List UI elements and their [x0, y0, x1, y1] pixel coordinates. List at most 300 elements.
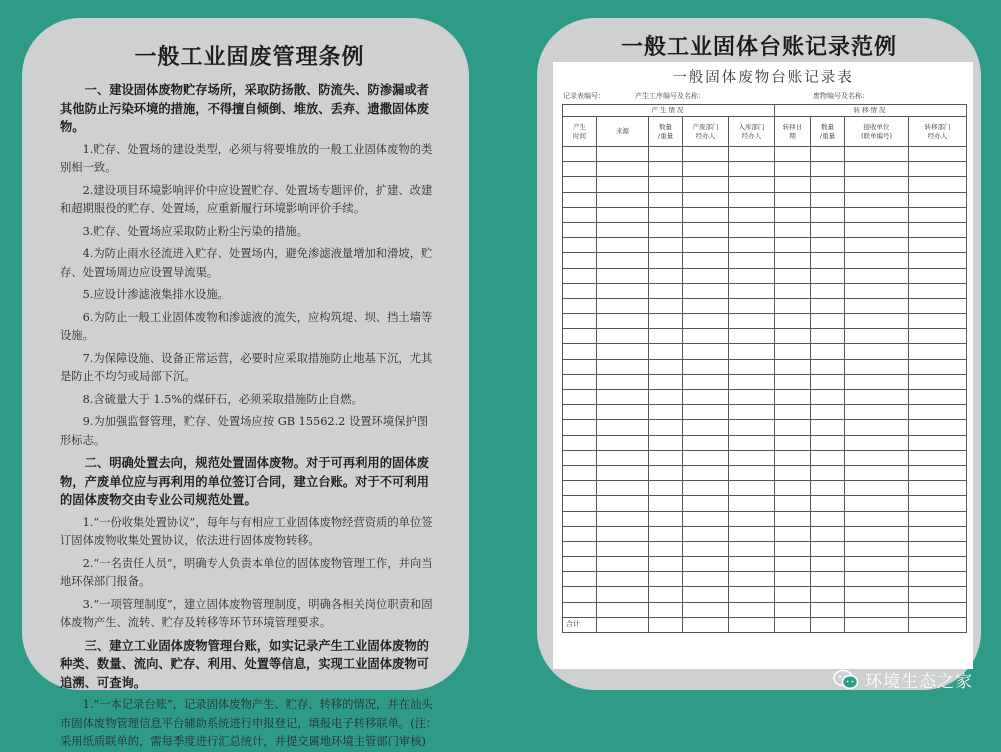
ledger-cell[interactable] [729, 162, 775, 177]
ledger-cell[interactable] [649, 238, 683, 253]
ledger-cell[interactable] [775, 222, 811, 237]
ledger-cell[interactable] [649, 283, 683, 298]
ledger-cell[interactable] [909, 541, 967, 556]
ledger-cell[interactable] [597, 147, 649, 162]
ledger-cell[interactable] [845, 329, 909, 344]
ledger-cell[interactable] [597, 511, 649, 526]
ledger-cell[interactable] [845, 314, 909, 329]
ledger-cell[interactable] [909, 192, 967, 207]
ledger-cell[interactable] [775, 314, 811, 329]
ledger-cell[interactable] [845, 177, 909, 192]
ledger-cell[interactable] [909, 617, 967, 632]
ledger-cell[interactable] [845, 207, 909, 222]
ledger-cell[interactable] [597, 481, 649, 496]
group-header-transfer: 转移情况 [775, 105, 967, 117]
ledger-cell[interactable] [811, 283, 845, 298]
ledger-cell[interactable] [729, 405, 775, 420]
ledger-cell[interactable] [597, 177, 649, 192]
ledger-cell[interactable] [597, 207, 649, 222]
ledger-cell[interactable] [597, 314, 649, 329]
ledger-cell[interactable] [683, 162, 729, 177]
ledger-cell[interactable] [649, 253, 683, 268]
ledger-cell[interactable] [563, 587, 597, 602]
ledger-cell[interactable] [683, 344, 729, 359]
ledger-cell[interactable] [845, 374, 909, 389]
ledger-cell[interactable] [775, 435, 811, 450]
ledger-cell[interactable] [649, 435, 683, 450]
ledger-cell[interactable] [683, 511, 729, 526]
ledger-cell[interactable] [683, 450, 729, 465]
ledger-row [563, 207, 967, 222]
ledger-cell[interactable] [775, 450, 811, 465]
ledger-cell[interactable] [845, 602, 909, 617]
ledger-cell[interactable] [909, 298, 967, 313]
clause-paragraph: 7.为保障设施、设备正常运营，必要时应采取措施防止地基下沉，尤其是防止不均匀或局部下沉。 [60, 351, 433, 383]
ledger-cell[interactable] [563, 314, 597, 329]
ledger-cell[interactable] [683, 314, 729, 329]
ledger-cell[interactable] [683, 374, 729, 389]
ledger-cell[interactable] [729, 541, 775, 556]
ledger-cell[interactable] [649, 617, 683, 632]
ledger-cell[interactable] [649, 496, 683, 511]
ledger-cell[interactable] [683, 207, 729, 222]
ledger-cell[interactable] [909, 587, 967, 602]
ledger-cell[interactable] [775, 329, 811, 344]
ledger-cell[interactable] [683, 238, 729, 253]
ledger-cell[interactable] [909, 329, 967, 344]
ledger-cell[interactable] [775, 541, 811, 556]
ledger-cell[interactable] [729, 420, 775, 435]
section-heading: 一、建设固体废物贮存场所，采取防扬散、防流失、防渗漏或者其他防止污染环境的措施，不得擅自倾倒、堆放、丢弃、遗撒固体废物。 [60, 83, 429, 134]
ledger-cell[interactable] [597, 329, 649, 344]
ledger-cell[interactable] [909, 496, 967, 511]
ledger-cell[interactable] [909, 435, 967, 450]
ledger-cell[interactable] [845, 405, 909, 420]
ledger-cell[interactable] [909, 147, 967, 162]
ledger-cell[interactable] [729, 222, 775, 237]
ledger-cell[interactable] [845, 298, 909, 313]
ledger-cell[interactable] [683, 617, 729, 632]
ledger-cell[interactable] [649, 465, 683, 480]
ledger-cell[interactable] [597, 192, 649, 207]
ledger-cell[interactable] [683, 192, 729, 207]
ledger-cell[interactable] [649, 314, 683, 329]
ledger-cell[interactable] [775, 147, 811, 162]
ledger-cell[interactable] [729, 435, 775, 450]
ledger-cell[interactable] [649, 526, 683, 541]
ledger-cell[interactable] [597, 405, 649, 420]
ledger-cell[interactable] [909, 344, 967, 359]
ledger-cell[interactable] [775, 192, 811, 207]
ledger-cell[interactable] [909, 238, 967, 253]
ledger-cell[interactable] [597, 572, 649, 587]
ledger-cell[interactable] [845, 253, 909, 268]
ledger-cell[interactable] [729, 238, 775, 253]
ledger-cell[interactable] [845, 268, 909, 283]
ledger-cell[interactable] [683, 526, 729, 541]
ledger-cell[interactable] [845, 344, 909, 359]
ledger-cell[interactable] [563, 207, 597, 222]
ledger-cell[interactable] [775, 177, 811, 192]
ledger-cell[interactable] [811, 238, 845, 253]
ledger-cell[interactable] [775, 298, 811, 313]
ledger-cell[interactable] [909, 162, 967, 177]
ledger-cell[interactable] [563, 359, 597, 374]
ledger-cell[interactable] [775, 162, 811, 177]
ledger-cell[interactable] [811, 541, 845, 556]
ledger-cell[interactable] [597, 359, 649, 374]
ledger-cell[interactable] [845, 283, 909, 298]
ledger-cell[interactable] [563, 329, 597, 344]
ledger-cell[interactable] [909, 526, 967, 541]
ledger-cell[interactable] [909, 374, 967, 389]
ledger-cell[interactable] [811, 147, 845, 162]
ledger-cell[interactable] [909, 602, 967, 617]
ledger-cell[interactable] [683, 420, 729, 435]
ledger-cell[interactable] [811, 617, 845, 632]
ledger-cell[interactable] [649, 405, 683, 420]
ledger-cell[interactable] [909, 465, 967, 480]
ledger-cell[interactable] [729, 268, 775, 283]
ledger-cell[interactable] [597, 526, 649, 541]
ledger-cell[interactable] [649, 374, 683, 389]
ledger-cell[interactable] [729, 253, 775, 268]
ledger-cell[interactable] [775, 253, 811, 268]
ledger-cell[interactable] [775, 557, 811, 572]
ledger-cell[interactable] [729, 587, 775, 602]
ledger-cell[interactable] [909, 207, 967, 222]
ledger-cell[interactable] [597, 253, 649, 268]
ledger-cell[interactable] [775, 617, 811, 632]
ledger-cell[interactable] [811, 207, 845, 222]
ledger-cell[interactable] [811, 268, 845, 283]
ledger-cell[interactable] [909, 359, 967, 374]
ledger-cell[interactable] [811, 526, 845, 541]
ledger-cell[interactable] [845, 420, 909, 435]
ledger-cell[interactable] [649, 511, 683, 526]
ledger-cell[interactable] [909, 390, 967, 405]
ledger-cell[interactable] [775, 283, 811, 298]
ledger-cell[interactable] [563, 222, 597, 237]
ledger-cell[interactable] [811, 298, 845, 313]
ledger-cell[interactable] [775, 344, 811, 359]
ledger-cell[interactable] [729, 314, 775, 329]
ledger-cell[interactable] [729, 192, 775, 207]
ledger-cell[interactable] [845, 222, 909, 237]
ledger-cell[interactable] [683, 390, 729, 405]
ledger-cell[interactable] [563, 481, 597, 496]
ledger-cell[interactable] [811, 587, 845, 602]
ledger-cell[interactable] [811, 481, 845, 496]
ledger-cell[interactable] [811, 557, 845, 572]
ledger-cell[interactable] [775, 268, 811, 283]
ledger-cell[interactable] [649, 207, 683, 222]
ledger-cell[interactable] [845, 435, 909, 450]
ledger-row [563, 572, 967, 587]
ledger-cell[interactable] [563, 344, 597, 359]
ledger-cell[interactable] [597, 617, 649, 632]
ledger-cell[interactable] [649, 557, 683, 572]
ledger-cell[interactable] [909, 253, 967, 268]
ledger-cell[interactable] [775, 572, 811, 587]
ledger-cell[interactable] [729, 602, 775, 617]
ledger-cell[interactable] [845, 481, 909, 496]
ledger-row [563, 541, 967, 556]
ledger-cell[interactable] [845, 587, 909, 602]
ledger-panel-title: 一般工业固体台账记录范例 [620, 35, 897, 60]
ledger-cell[interactable] [563, 572, 597, 587]
ledger-cell[interactable] [649, 587, 683, 602]
ledger-cell[interactable] [649, 147, 683, 162]
ledger-cell[interactable] [649, 572, 683, 587]
ledger-cell[interactable] [775, 390, 811, 405]
ledger-cell[interactable] [775, 238, 811, 253]
ledger-cell[interactable] [649, 359, 683, 374]
ledger-cell[interactable] [909, 557, 967, 572]
ledger-cell[interactable] [845, 450, 909, 465]
ledger-cell[interactable] [729, 617, 775, 632]
ledger-cell[interactable] [597, 435, 649, 450]
ledger-cell[interactable] [683, 465, 729, 480]
ledger-cell[interactable] [729, 390, 775, 405]
ledger-cell[interactable] [683, 557, 729, 572]
ledger-cell[interactable] [775, 405, 811, 420]
ledger-cell[interactable] [811, 253, 845, 268]
ledger-cell[interactable] [563, 465, 597, 480]
ledger-cell[interactable] [563, 238, 597, 253]
ledger-cell[interactable] [597, 283, 649, 298]
ledger-cell[interactable] [597, 268, 649, 283]
ledger-panel [537, 18, 981, 690]
ledger-cell[interactable] [729, 511, 775, 526]
ledger-cell[interactable] [729, 465, 775, 480]
ledger-cell[interactable] [775, 602, 811, 617]
ledger-cell[interactable] [563, 298, 597, 313]
ledger-cell[interactable] [649, 344, 683, 359]
ledger-cell[interactable] [683, 222, 729, 237]
ledger-cell[interactable] [649, 298, 683, 313]
ledger-cell[interactable] [563, 420, 597, 435]
ledger-cell[interactable] [845, 192, 909, 207]
ledger-cell[interactable] [729, 329, 775, 344]
ledger-cell[interactable] [845, 557, 909, 572]
ledger-cell[interactable] [811, 450, 845, 465]
ledger-cell[interactable] [811, 329, 845, 344]
ledger-cell[interactable] [775, 465, 811, 480]
ledger-cell[interactable] [909, 481, 967, 496]
ledger-cell[interactable] [845, 162, 909, 177]
ledger-cell[interactable] [597, 420, 649, 435]
ledger-cell[interactable] [811, 374, 845, 389]
ledger-cell[interactable] [597, 390, 649, 405]
ledger-cell[interactable] [649, 177, 683, 192]
ledger-cell[interactable] [563, 557, 597, 572]
ledger-cell[interactable] [729, 557, 775, 572]
ledger-cell[interactable] [597, 465, 649, 480]
ledger-cell[interactable] [563, 390, 597, 405]
ledger-cell[interactable] [683, 572, 729, 587]
ledger-cell[interactable] [683, 587, 729, 602]
ledger-cell[interactable] [597, 557, 649, 572]
ledger-cell[interactable] [775, 526, 811, 541]
ledger-cell[interactable] [811, 390, 845, 405]
ledger-cell[interactable] [563, 435, 597, 450]
ledger-cell[interactable] [597, 344, 649, 359]
ledger-cell[interactable] [649, 602, 683, 617]
ledger-cell[interactable] [909, 450, 967, 465]
ledger-cell[interactable] [563, 496, 597, 511]
ledger-cell[interactable] [729, 147, 775, 162]
ledger-cell[interactable] [811, 572, 845, 587]
ledger-cell[interactable] [597, 222, 649, 237]
ledger-cell[interactable] [775, 587, 811, 602]
ledger-cell[interactable] [597, 298, 649, 313]
ledger-cell[interactable] [683, 541, 729, 556]
ledger-cell[interactable] [775, 359, 811, 374]
ledger-cell[interactable] [683, 253, 729, 268]
ledger-cell[interactable] [729, 450, 775, 465]
ledger-cell[interactable] [729, 496, 775, 511]
ledger-cell[interactable] [909, 177, 967, 192]
ledger-cell[interactable] [683, 268, 729, 283]
ledger-cell[interactable] [909, 405, 967, 420]
ledger-cell[interactable] [597, 587, 649, 602]
ledger-cell[interactable] [729, 283, 775, 298]
ledger-cell[interactable] [649, 268, 683, 283]
ledger-cell[interactable] [649, 420, 683, 435]
ledger-cell[interactable] [649, 329, 683, 344]
ledger-cell[interactable] [845, 390, 909, 405]
ledger-cell[interactable] [563, 541, 597, 556]
ledger-cell[interactable] [683, 283, 729, 298]
ledger-cell[interactable] [683, 329, 729, 344]
ledger-cell[interactable] [649, 390, 683, 405]
ledger-cell[interactable] [909, 283, 967, 298]
ledger-cell[interactable] [811, 405, 845, 420]
ledger-cell[interactable] [845, 496, 909, 511]
ledger-cell[interactable] [909, 222, 967, 237]
ledger-cell[interactable] [729, 572, 775, 587]
ledger-cell[interactable] [845, 541, 909, 556]
ledger-cell[interactable] [729, 344, 775, 359]
ledger-cell[interactable] [563, 526, 597, 541]
ledger-cell[interactable] [563, 253, 597, 268]
ledger-cell[interactable] [729, 298, 775, 313]
ledger-cell[interactable] [563, 192, 597, 207]
ledger-cell[interactable] [811, 465, 845, 480]
ledger-cell[interactable] [845, 238, 909, 253]
ledger-cell[interactable] [563, 177, 597, 192]
ledger-cell[interactable] [909, 314, 967, 329]
ledger-cell[interactable] [811, 344, 845, 359]
ledger-cell[interactable] [649, 162, 683, 177]
ledger-cell[interactable] [683, 405, 729, 420]
ledger-cell[interactable] [909, 572, 967, 587]
ledger-cell[interactable] [597, 238, 649, 253]
ledger-row [563, 405, 967, 420]
ledger-cell[interactable] [597, 450, 649, 465]
ledger-cell[interactable] [909, 511, 967, 526]
ledger-cell[interactable] [811, 222, 845, 237]
ledger-cell[interactable] [683, 481, 729, 496]
ledger-cell[interactable] [597, 602, 649, 617]
ledger-cell[interactable] [649, 541, 683, 556]
ledger-cell[interactable] [683, 147, 729, 162]
ledger-cell[interactable] [775, 511, 811, 526]
watermark-text: 环境生态之家 [865, 672, 973, 692]
ledger-cell[interactable] [811, 162, 845, 177]
ledger-cell[interactable] [729, 207, 775, 222]
ledger-cell[interactable] [683, 177, 729, 192]
ledger-cell[interactable] [775, 207, 811, 222]
ledger-cell[interactable] [811, 177, 845, 192]
ledger-cell[interactable] [563, 450, 597, 465]
ledger-cell[interactable] [909, 420, 967, 435]
ledger-cell[interactable] [845, 617, 909, 632]
ledger-cell[interactable] [563, 405, 597, 420]
ledger-cell[interactable] [845, 147, 909, 162]
ledger-cell[interactable] [563, 283, 597, 298]
ledger-cell[interactable] [563, 374, 597, 389]
ledger-cell[interactable] [845, 465, 909, 480]
ledger-cell[interactable] [729, 177, 775, 192]
ledger-cell[interactable] [563, 602, 597, 617]
ledger-cell[interactable] [775, 374, 811, 389]
ledger-cell[interactable] [811, 192, 845, 207]
ledger-cell[interactable] [811, 602, 845, 617]
ledger-cell[interactable] [909, 268, 967, 283]
ledger-cell[interactable] [729, 481, 775, 496]
ledger-cell[interactable] [845, 511, 909, 526]
ledger-cell[interactable] [811, 359, 845, 374]
ledger-cell[interactable] [683, 298, 729, 313]
ledger-cell[interactable] [845, 359, 909, 374]
ledger-cell[interactable] [811, 496, 845, 511]
ledger-cell[interactable] [563, 268, 597, 283]
ledger-cell[interactable] [683, 602, 729, 617]
ledger-cell[interactable] [649, 481, 683, 496]
ledger-cell[interactable] [845, 572, 909, 587]
ledger-cell[interactable] [683, 359, 729, 374]
ledger-cell[interactable] [811, 511, 845, 526]
clause-paragraph: 4.为防止雨水径流进入贮存、处置场内，避免渗滤液量增加和滑坡，贮存、处置场周边应设置导流渠。 [60, 247, 433, 279]
ledger-cell[interactable] [597, 374, 649, 389]
ledger-cell[interactable] [683, 435, 729, 450]
ledger-cell[interactable] [563, 147, 597, 162]
ledger-row [563, 526, 967, 541]
ledger-cell[interactable] [811, 314, 845, 329]
ledger-cell[interactable] [649, 192, 683, 207]
ledger-cell[interactable] [649, 450, 683, 465]
ledger-cell[interactable] [563, 511, 597, 526]
ledger-cell[interactable] [563, 162, 597, 177]
ledger-cell[interactable] [729, 374, 775, 389]
ledger-cell[interactable] [649, 222, 683, 237]
ledger-cell[interactable] [683, 496, 729, 511]
ledger-cell[interactable] [597, 162, 649, 177]
ledger-cell[interactable] [775, 481, 811, 496]
ledger-cell[interactable] [845, 526, 909, 541]
ledger-cell[interactable] [775, 496, 811, 511]
ledger-cell[interactable] [811, 420, 845, 435]
ledger-cell[interactable] [597, 541, 649, 556]
ledger-row [563, 450, 967, 465]
ledger-cell[interactable] [597, 496, 649, 511]
ledger-cell[interactable] [729, 526, 775, 541]
ledger-cell[interactable] [775, 420, 811, 435]
ledger-cell[interactable] [729, 359, 775, 374]
ledger-cell[interactable] [811, 435, 845, 450]
